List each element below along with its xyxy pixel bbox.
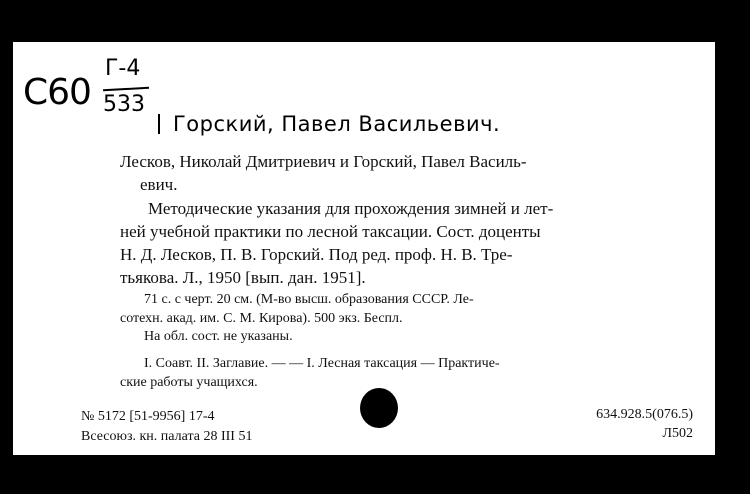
- heading-line-2: евич.: [140, 175, 178, 194]
- handwritten-tick: [158, 114, 160, 134]
- collation-line-1: 71 с. с черт. 20 см. (М-во высш. образования СССР. Ле-: [144, 292, 474, 307]
- shelfmark-divider: [103, 87, 149, 91]
- tracings-line-2: ские работы учащихся.: [120, 375, 258, 390]
- shelfmark-top: Г-4: [105, 56, 141, 81]
- note-line: На обл. сост. не указаны.: [144, 329, 293, 344]
- body-line-1: Методические указания для прохождения зимней и лет-: [148, 199, 554, 218]
- body-line-3: Н. Д. Лесков, П. В. Горский. Под ред. проф. Н. В. Тре-: [120, 245, 513, 264]
- body-line-2: ней учебной практики по лесной таксации. Сост. доценты: [120, 222, 541, 241]
- body-line-4: тьякова. Л., 1950 [вып. дан. 1951].: [120, 268, 366, 287]
- tracings-line-1: I. Соавт. II. Заглавие. — — I. Лесная таксация — Практиче-: [144, 356, 500, 371]
- heading-line-1: Лесков, Николай Дмитриевич и Горский, Павел Василь-: [120, 152, 527, 171]
- book-chamber: Всесоюз. кн. палата 28 III 51: [81, 429, 253, 444]
- card-code: Л502: [662, 426, 693, 441]
- collation-line-2: сотехн. акад. им. С. М. Кирова). 500 экз. Беспл.: [120, 311, 403, 326]
- card-number: № 5172 [51-9956] 17-4: [81, 409, 215, 424]
- punch-hole: [360, 388, 398, 428]
- catalog-card: [13, 42, 715, 455]
- shelfmark-bottom: 533: [103, 92, 145, 117]
- shelfmark-main: С60: [23, 72, 91, 113]
- classification-number: 634.928.5(076.5): [596, 407, 693, 422]
- handwritten-author-note: Горский, Павел Васильевич.: [173, 112, 501, 136]
